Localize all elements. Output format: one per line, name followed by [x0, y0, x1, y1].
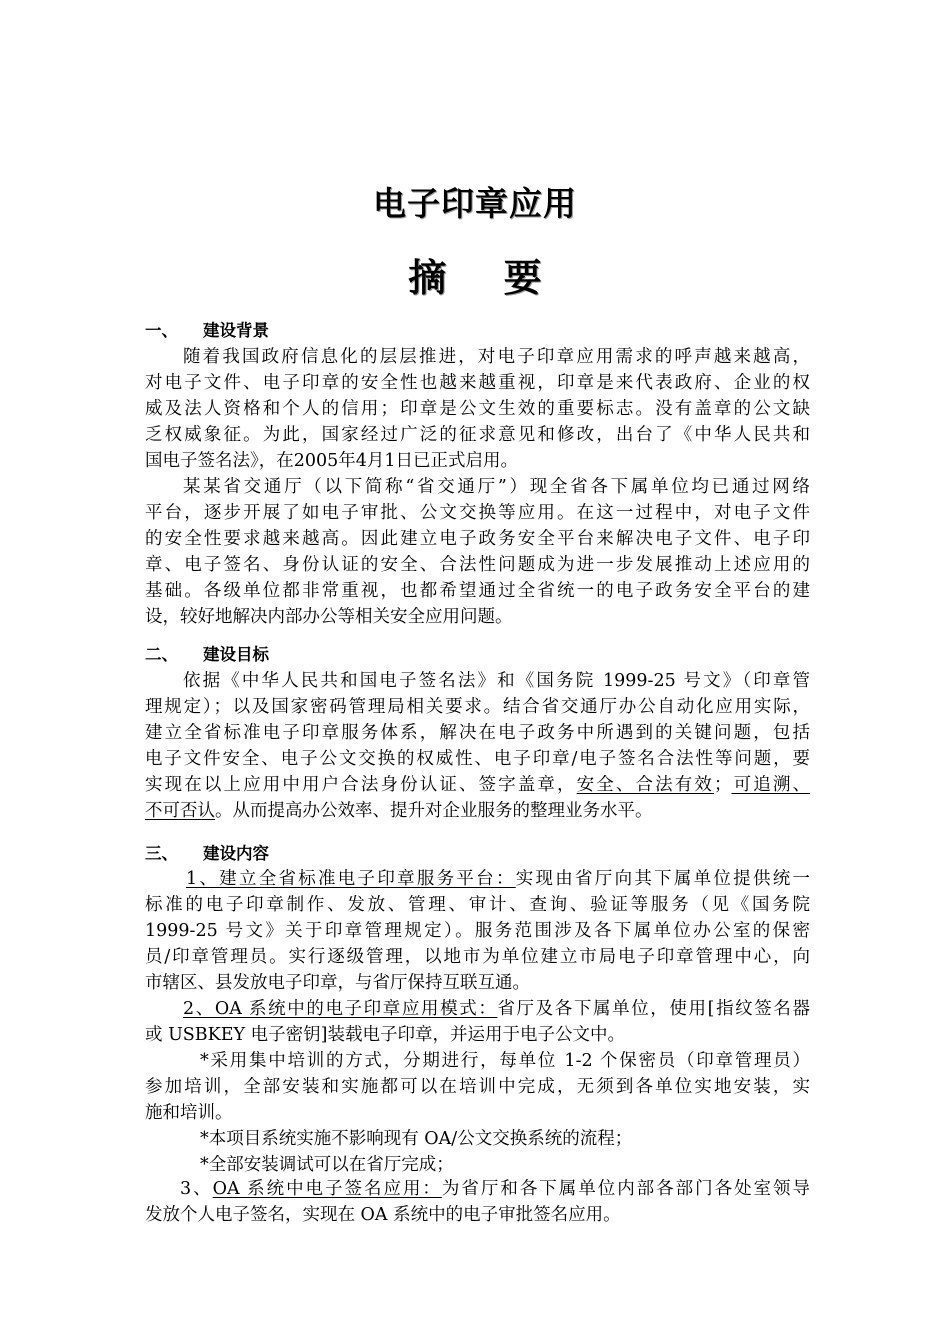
paragraph-line: 不可否认。从而提高办公效率、提升对企业服务的整理业务水平。 [145, 801, 653, 821]
section-title: 建设背景 [203, 321, 269, 340]
section-heading [145, 320, 269, 342]
paragraph-line: 基础。各级单位都非常重视，也都希望通过全省统一的电子政务安全平台的建 [145, 581, 810, 601]
paragraph-line: 乏权威象征。为此，国家经过广泛的征求意见和修改，出台了《中华人民共和 [145, 425, 810, 445]
paragraph-line: 平台，逐步开展了如电子审批、公文交换等应用。在这一过程中，对电子文件 [145, 503, 810, 523]
paragraph-line: 2、OA 系统中的电子印章应用模式：省厅及各下属单位，使用[指纹签名器 [183, 999, 811, 1019]
paragraph-line: 员/印章管理员。实行逐级管理，以地市为单位建立市局电子印章管理中心，向 [145, 947, 810, 967]
paragraph-line: 标准的电子印章制作、发放、管理、审计、查询、验证等服务（见《国务院 [145, 895, 810, 915]
paragraph-line: 章、电子签名、身份认证的安全、合法性问题成为进一步发展推动上述应用的 [145, 555, 810, 575]
paragraph-line: 电子文件安全、电子公文交换的权威性、电子印章/电子签名合法性等问题，要 [145, 749, 810, 769]
paragraph-line: 建立全省标准电子印章服务体系，解决在电子政务中所遇到的关键问题，包括 [145, 723, 810, 743]
section-title: 建设内容 [203, 844, 269, 863]
paragraph-line: 施和培训。 [145, 1103, 233, 1123]
section-heading [145, 843, 269, 865]
paragraph-line: 发放个人电子签名，实现在 OA 系统中的电子审批签名应用。 [145, 1205, 621, 1225]
paragraph-line: 市辖区、县发放电子印章，与省厅保持互联互通。 [145, 973, 530, 993]
section-number: 二、 [145, 645, 178, 664]
paragraph-line: 威及法人资格和个人的信用；印章是公文生效的重要标志。没有盖章的公文缺 [145, 399, 810, 419]
paragraph-line: 3、OA 系统中电子签名应用：为省厅和各下属单位内部各部门各处室领导 [180, 1179, 811, 1199]
paragraph-line: *本项目系统实施不影响现有 OA/公文交换系统的流程； [200, 1129, 633, 1149]
section-title: 建设目标 [203, 645, 269, 664]
paragraph-line: 参加培训，全部安装和实施都可以在培训中完成，无须到各单位实地安装，实 [145, 1077, 810, 1097]
paragraph-line: 依据《中华人民共和国电子签名法》和《国务院 1999-25 号文》（印章管 [183, 671, 810, 691]
paragraph-line: 1、建立全省标准电子印章服务平台：实现由省厅向其下属单位提供统一 [186, 869, 810, 889]
paragraph-line: *采用集中培训的方式，分期进行，每单位 1-2 个保密员（印章管理员） [200, 1051, 810, 1071]
paragraph-line: 某某省交通厅（以下简称“省交通厅”）现全省各下属单位均已通过网络 [183, 477, 810, 497]
paragraph-line: 随着我国政府信息化的层层推进，对电子印章应用需求的呼声越来越高， [183, 347, 810, 367]
paragraph-line: 或 USBKEY 电子密钥]装载电子印章，并运用于电子公文中。 [145, 1025, 625, 1045]
section-number: 三、 [145, 844, 178, 863]
paragraph-line: 国电子签名法》，在2005年4月1日已正式启用。 [145, 451, 519, 471]
section-number: 一、 [145, 321, 178, 340]
section-heading [145, 644, 269, 666]
document-subtitle: 摘 要 [408, 256, 564, 300]
paragraph-line: 理规定）；以及国家密码管理局相关要求。结合省交通厅办公自动化应用实际， [145, 697, 810, 717]
paragraph-line: *全部安装调试可以在省厅完成； [200, 1155, 454, 1175]
document-title: 电子印章应用 [373, 184, 577, 223]
paragraph-line: 的安全性要求越来越高。因此建立电子政务安全平台来解决电子文件、电子印 [145, 529, 810, 549]
paragraph-line: 实现在以上应用中用户合法身份认证、签字盖章，安全、合法有效；可追溯、 [145, 775, 811, 795]
paragraph-line: 对电子文件、电子印章的安全性也越来越重视，印章是来代表政府、企业的权 [145, 373, 810, 393]
paragraph-line: 设，较好地解决内部办公等相关安全应用问题。 [145, 607, 513, 627]
paragraph-line: 1999-25 号文》关于印章管理规定）。服务范围涉及各下属单位办公室的保密 [145, 921, 810, 941]
